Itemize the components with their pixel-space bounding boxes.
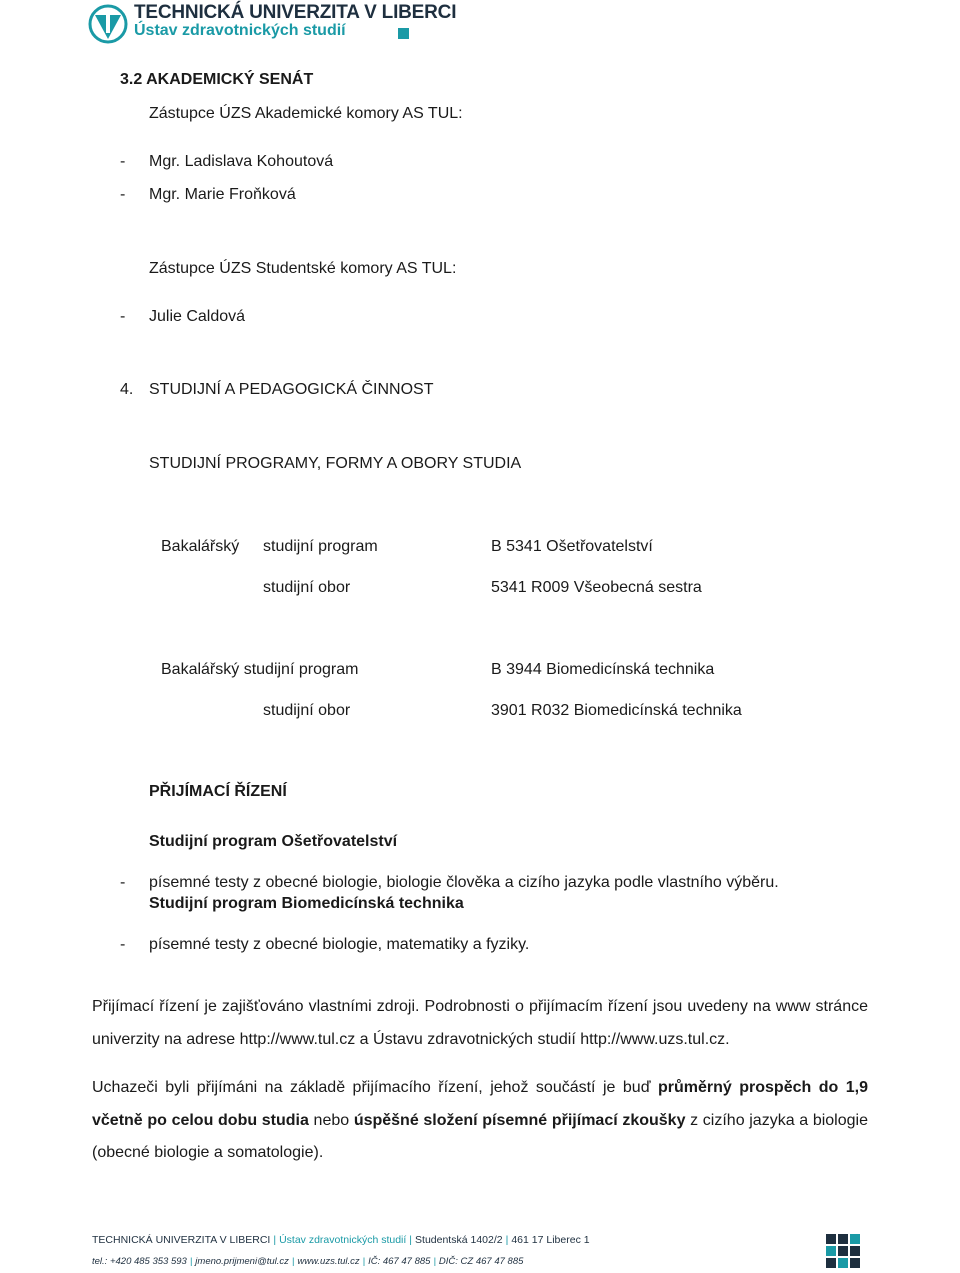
section-subtitle: STUDIJNÍ PROGRAMY, FORMY A OBORY STUDIA xyxy=(149,455,522,472)
footer-separator: | xyxy=(189,1256,193,1267)
list-item: písemné testy z obecné biologie, biologie člověka a cizího jazyka podle vlastního výběru. xyxy=(149,874,779,891)
field-name: 3901 R032 Biomedicínská technika xyxy=(491,702,742,719)
section-title-study: STUDIJNÍ A PEDAGOGICKÁ ČINNOST xyxy=(149,381,434,398)
logo-square-mark xyxy=(398,28,409,39)
footer-city: 461 17 Liberec 1 xyxy=(511,1234,590,1246)
program-degree: Bakalářský xyxy=(161,538,240,555)
tul-logo-icon xyxy=(88,4,128,44)
footer-street: Studentská 1402/2 xyxy=(415,1234,503,1246)
footer-separator: | xyxy=(409,1234,413,1246)
list-dash: - xyxy=(120,308,126,325)
footer-address xyxy=(92,1234,590,1246)
program-degree: Bakalářský studijní program xyxy=(161,661,359,678)
footer-ico: IČ: 467 47 885 xyxy=(368,1256,431,1267)
field-label: studijní obor xyxy=(263,579,351,596)
section-title-senate: 3.2 AKADEMICKÝ SENÁT xyxy=(120,71,314,88)
section-number: 4. xyxy=(120,381,134,398)
tul-grid-icon xyxy=(826,1234,860,1268)
program-heading: Studijní program Biomedicínská technika xyxy=(149,895,464,912)
university-name: TECHNICKÁ UNIVERZITA V LIBERCI xyxy=(134,2,457,23)
list-item: Mgr. Ladislava Kohoutová xyxy=(149,153,334,170)
list-item: písemné testy z obecné biologie, matematiky a fyziky. xyxy=(149,936,530,953)
list-dash: - xyxy=(120,874,126,891)
footer-institute: Ústav zdravotnických studií xyxy=(279,1234,407,1246)
text-run: nebo xyxy=(308,1111,354,1129)
footer-separator: | xyxy=(505,1234,509,1246)
footer-dic: DIČ: CZ 467 47 885 xyxy=(438,1256,524,1267)
list-dash: - xyxy=(120,936,126,953)
text-run-bold: průměrný prospěch do 1,9 včetně po celou dobu studia xyxy=(92,1079,869,1129)
program-label: studijní program xyxy=(263,538,378,555)
list-dash: - xyxy=(120,153,126,170)
text-run: Uchazeči byli přijímáni na základě přijímacího řízení, jehož součástí je buď xyxy=(92,1079,658,1096)
footer-separator: | xyxy=(291,1256,295,1267)
footer-separator: | xyxy=(362,1256,366,1267)
footer-email[interactable]: jmeno.prijmeni@tul.cz xyxy=(195,1256,289,1267)
text-run: z cizího jazyka a biologie (obecné biologie a somatologie). xyxy=(92,1111,868,1161)
footer-contacts xyxy=(92,1256,523,1267)
list-item: Julie Caldová xyxy=(149,308,246,325)
institute-name: Ústav zdravotnických studií xyxy=(134,22,346,39)
admission-criteria-paragraph xyxy=(92,1072,868,1170)
footer-university: TECHNICKÁ UNIVERZITA V LIBERCI xyxy=(92,1234,271,1246)
footer-separator: | xyxy=(433,1256,436,1267)
footer-phone: tel.: +420 485 353 593 xyxy=(92,1256,187,1267)
admission-paragraph: Přijímací řízení je zajišťováno vlastními zdroji. Podrobnosti o přijímacím řízení jsou uvedeny na www stránce univerzity na adrese http://www.tul.cz a Ústavu zdravotnických studií http://www.uzs.tul.cz. xyxy=(92,998,868,1048)
admission-title: PŘIJÍMACÍ ŘÍZENÍ xyxy=(149,783,287,800)
list-dash: - xyxy=(120,186,126,203)
footer-web[interactable]: www.uzs.tul.cz xyxy=(297,1256,360,1267)
student-chamber-heading: Zástupce ÚZS Studentské komory AS TUL: xyxy=(149,260,457,277)
program-name: B 5341 Ošetřovatelství xyxy=(491,538,653,555)
academic-chamber-heading: Zástupce ÚZS Akademické komory AS TUL: xyxy=(149,105,463,122)
text-run-bold: úspěšné složení písemné přijímací zkoušky xyxy=(353,1111,686,1129)
program-name: B 3944 Biomedicínská technika xyxy=(491,661,715,678)
footer-separator: | xyxy=(273,1234,277,1246)
field-label: studijní obor xyxy=(263,702,351,719)
field-name: 5341 R009 Všeobecná sestra xyxy=(491,579,702,596)
list-item: Mgr. Marie Froňková xyxy=(149,186,296,203)
program-heading: Studijní program Ošetřovatelství xyxy=(149,833,398,850)
